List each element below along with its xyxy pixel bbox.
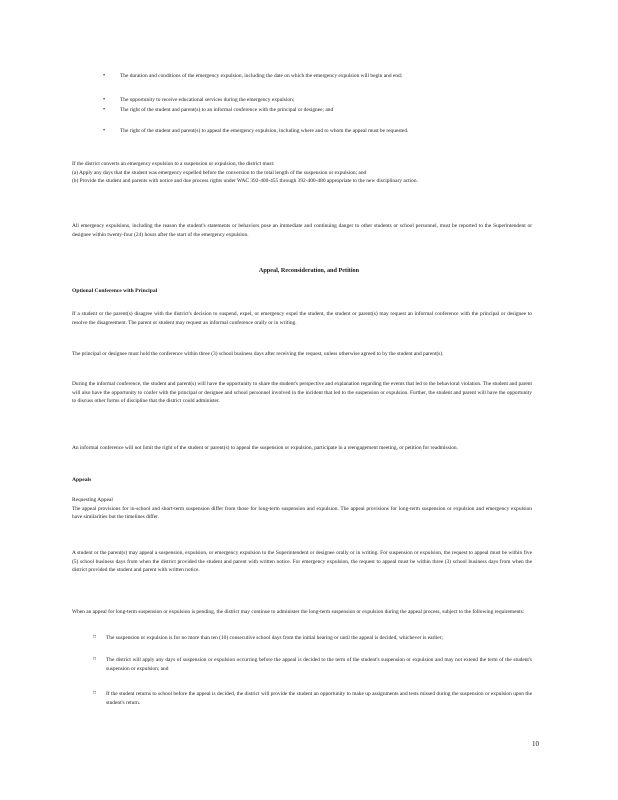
- section-heading: Appeal, Reconsideration, and Petition: [258, 267, 360, 274]
- conversion-intro: If the district converts an emergency expulsion to a suspension or expulsion, the district must:: [72, 161, 275, 167]
- conference-paragraph-4: An informal conference will not limit the right of the student or parent(s) to appeal the suspension or expulsion, participate in a reengagement meeting, or petition for readmission.: [72, 445, 458, 451]
- requirement-text: The district will apply any days of suspension or expulsion occurring before the appeal is decided to the term of the student's suspension or expulsion and may not extend the term of the student's suspension or expulsion; and: [106, 657, 532, 672]
- reporting-paragraph: All emergency expulsions, including the reason the student's statements or behaviors pose an immediate and continuing danger to other students or school personnel, must be reported to the Superintendent or designee within twenty-four (24) hours after the start of the emergency expulsion.: [72, 223, 532, 238]
- bullet-item-opportunity: [103, 96, 532, 105]
- page-number: 10: [532, 740, 539, 748]
- bullet-text: The opportunity to receive educational services during the emergency expulsion;: [120, 97, 295, 103]
- conference-paragraph-3: During the informal conference, the student and parent(s) will have the opportunity to share the student's perspective and explanation regarding the events that led to the behavioral violation. The student and parent will also have the opportunity to confer with the principal or designee and school personnel involved in the incident that led to the suspension or expulsion. Further, the student and parent will have the opportunity to discuss other forms of discipline that the district could administer.: [72, 381, 532, 405]
- appeals-paragraph-2: A student or the parent(s) may appeal a suspension, expulsion, or emergency expulsion to the Superintendent or designee orally or in writing. For suspension or expulsion, the request to appeal must be within five (5) school business days from when the district provided the student and parent with written notice. For emergency expulsion, the request to appeal must be within three (3) school business days from when the district provided the student and parent with written notice.: [72, 550, 532, 574]
- bullet-text: The duration and conditions of the emergency expulsion, including the date on which the emergency expulsion will begin and end;: [120, 73, 403, 79]
- bullet-text: The right of the student and parent(s) to appeal the emergency expulsion, including where and to whom the appeal must be requested.: [120, 128, 409, 134]
- round-bullet-icon: •: [103, 128, 106, 134]
- requirement-text: If the student returns to school before the appeal is decided, the district will provide the student an opportunity to make up assignments and tests missed during the suspension or expulsion upon the student's return.: [106, 691, 532, 706]
- requirement-item-make-up-work: [93, 690, 532, 707]
- bullet-item-duration: [103, 72, 532, 81]
- square-bullet-icon: □: [93, 635, 97, 640]
- conversion-item-b: (b) Provide the student and parents with notice and due process rights under WAC 392-400-455 through 392-400-480 appropriate to the new disciplinary action.: [72, 178, 418, 185]
- bullet-item-right-to-appeal: [103, 127, 532, 136]
- bullet-text: The right of the student and parent(s) to an informal conference with the principal or designee; and: [120, 107, 334, 113]
- requirement-item-apply-days: [93, 656, 532, 673]
- appeals-text-1: The appeal provisions for in-school and short-term suspension differ from those for long-term suspension and expulsion. The appeal provisions for long-term suspension or expulsion and emergency expulsion have similarities but the timelines differ.: [72, 505, 532, 521]
- requirement-item-duration: [93, 634, 532, 643]
- round-bullet-icon: •: [103, 107, 106, 113]
- requirement-text: The suspension or expulsion is for no more than ten (10) consecutive school days from the initial hearing or until the appeal is decided, whichever is earlier;: [106, 635, 443, 641]
- conversion-item-a: (a) Apply any days that the student was emergency expelled before the conversion to the total length of the suspension or expulsion; and: [72, 169, 367, 176]
- round-bullet-icon: •: [103, 73, 106, 79]
- appeals-paragraph-1: [72, 496, 532, 522]
- square-bullet-icon: □: [93, 691, 97, 696]
- round-bullet-icon: •: [103, 97, 106, 103]
- conversion-paragraph: [72, 160, 532, 186]
- bullet-item-informal-conference: [103, 106, 532, 115]
- appeals-lead: Requesting Appeal: [72, 497, 113, 503]
- subheading-optional-conference: Optional Conference with Principal: [72, 288, 158, 294]
- square-bullet-icon: □: [93, 657, 97, 662]
- conference-paragraph-2: The principal or designee must hold the conference within three (3) school business days after receiving the request, unless otherwise agreed to by the student and parent(s).: [72, 351, 444, 357]
- conference-paragraph-1: If a student or the parent(s) disagree with the district's decision to suspend, expel, or emergency expel the student, the student or parent(s) may request an informal conference with the principal or designee to resolve the disagreement. The parent or student may request an informal conference orally or in writing.: [72, 311, 532, 326]
- appeals-paragraph-3: When an appeal for long-term suspension or expulsion is pending, the district may continue to administer the long-term suspension or expulsion during the appeal process, subject to the following requirements:: [72, 609, 525, 615]
- subheading-appeals: Appeals: [72, 477, 92, 483]
